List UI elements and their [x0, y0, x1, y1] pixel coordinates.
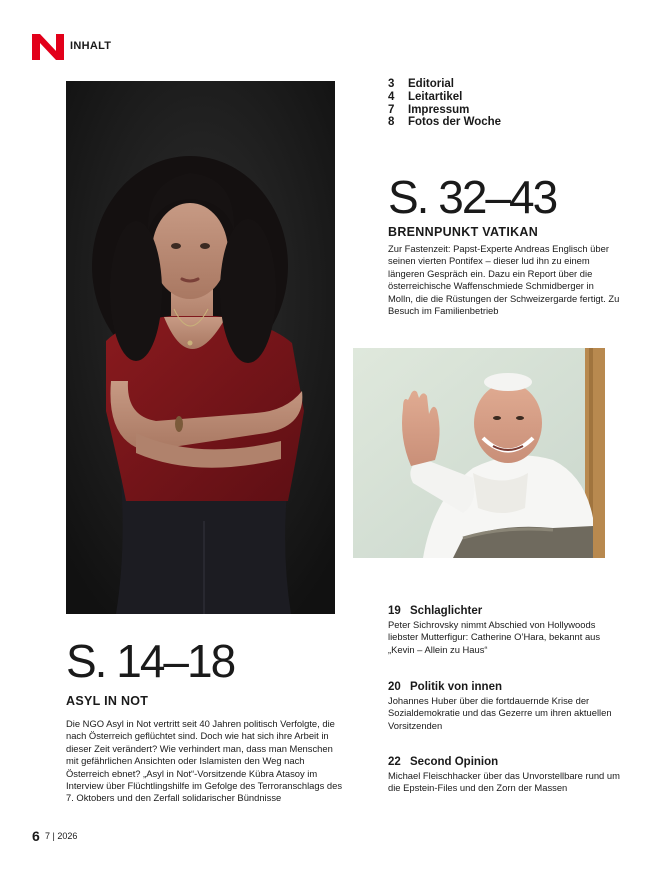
toc-list: [388, 78, 501, 129]
toc-title: Impressum: [408, 103, 470, 116]
toc-story-22[interactable]: [388, 755, 620, 795]
portrait-photo: [66, 81, 335, 614]
toc-item[interactable]: [388, 91, 501, 104]
toc-page-number: 4: [388, 90, 395, 103]
brand-logo: [32, 34, 64, 60]
section-label: INHALT: [70, 40, 112, 52]
toc-item[interactable]: [388, 78, 501, 91]
toc-item[interactable]: [388, 116, 501, 129]
toc-story-20[interactable]: [388, 680, 620, 732]
pope-photo: [353, 348, 605, 558]
story-headline-vatikan[interactable]: BRENNPUNKT VATIKAN: [388, 225, 539, 239]
page-range-asyl: S. 14–18: [66, 635, 235, 687]
story-teaser-asyl: Die NGO Asyl in Not vertritt seit 40 Jahren politisch Verfolgte, die nach Österreich geflüchtet sind. Doch wie hat sich ihre Arbeit in dieser Zeit verändert? Wie verhindert man, dass man Menschen mit gefährlichen Ansichten oder Islamisten den Weg nach Österreich ebnet? „Asyl in Not“-Vorsitzende Kübra Atasoy im Interview über Flüchtlingshilfe im Gefolge des Terroranschlags des 7. Oktobers und den Zerfall solidarischer Bündnisse: [66, 718, 343, 804]
story-title: Schlaglichter: [410, 605, 483, 617]
toc-item[interactable]: [388, 104, 501, 117]
story-teaser: Johannes Huber über die fortdauernde Krise der Sozialdemokratie und das Gezerre um ihren aktuellen Vorsitzenden: [388, 695, 612, 731]
toc-title: Fotos der Woche: [408, 116, 502, 129]
story-teaser: Peter Sichrovsky nimmt Abschied von Hollywoods liebster Mutterfigur: Catherine O’Hara, bekannt aus „Kevin – Allein zu Haus“: [388, 619, 601, 655]
story-page-number: 19: [388, 605, 401, 617]
story-title: Politik von innen: [410, 681, 503, 693]
toc-page-number: 8: [388, 116, 395, 129]
story-headline-asyl[interactable]: ASYL IN NOT: [66, 694, 149, 708]
page-range-vatikan: S. 32–43: [388, 171, 557, 223]
story-title: Second Opinion: [410, 756, 499, 768]
toc-story-19[interactable]: [388, 604, 620, 656]
page-number: 6: [32, 828, 40, 844]
toc-title: Editorial: [408, 78, 455, 90]
issue-label: 7 | 2026: [45, 831, 78, 841]
toc-title: Leitartikel: [408, 90, 463, 103]
story-page-number: 20: [388, 681, 401, 693]
toc-page-number: 3: [388, 78, 395, 90]
story-teaser-vatikan: Zur Fastenzeit: Papst-Experte Andreas Englisch über seinen vierten Pontifex – dieser lud ihn zu einem längeren Gespräch ein. Dazu ein Report über die österreichische Waffenschmiede Schmidberger in Molln, die die Rüstungen der Schweizergarde fertigt. Zu Besuch im Familienbetrieb: [388, 243, 620, 317]
story-page-number: 22: [388, 756, 401, 768]
story-teaser: Michael Fleischhacker über das Unvorstellbare rund um die Epstein-Files und den Zorn der Massen: [388, 770, 620, 794]
toc-page-number: 7: [388, 103, 395, 116]
